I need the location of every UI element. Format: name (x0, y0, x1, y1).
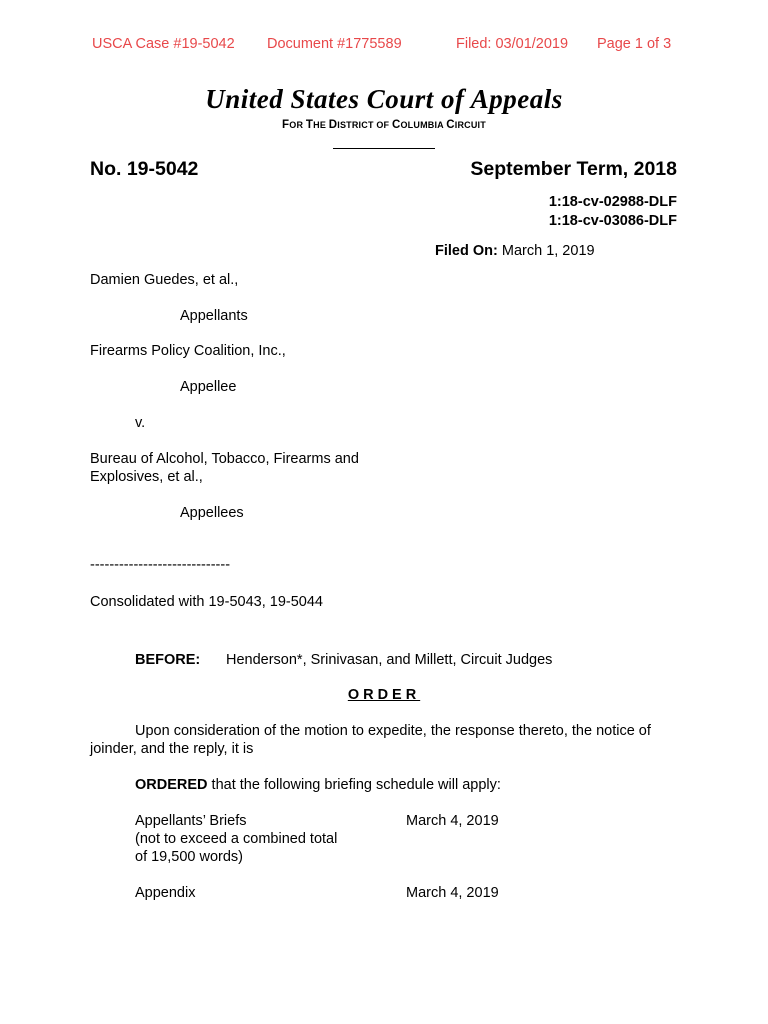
filed-on-label: Filed On: (435, 243, 498, 259)
before-label: BEFORE: (135, 652, 201, 668)
order-title: ORDER (347, 687, 421, 703)
party-appellees-line2: Explosives, et al., (90, 469, 203, 485)
schedule-date-appellants-briefs: March 4, 2019 (406, 813, 499, 829)
schedule-date-appendix: March 4, 2019 (406, 885, 499, 901)
stamp-case-number: USCA Case #19-5042 (92, 36, 235, 52)
lower-court-number-1: 1:18-cv-02988-DLF (548, 194, 677, 210)
party-appellees-role: Appellees (180, 505, 244, 521)
separator-dashes: ----------------------------- (90, 557, 231, 573)
lower-court-number-2: 1:18-cv-03086-DLF (548, 213, 677, 229)
ordered-statement (135, 777, 501, 793)
order-paragraph-line2: joinder, and the reply, it is (90, 741, 254, 757)
schedule-item-appendix: Appendix (135, 885, 196, 901)
case-number: No. 19-5042 (90, 158, 199, 180)
party-appellee: Firearms Policy Coalition, Inc., (90, 343, 286, 359)
judges-panel: Henderson*, Srinivasan, and Millett, Circuit Judges (226, 652, 553, 668)
versus: v. (135, 415, 146, 431)
party-appellees-line1: Bureau of Alcohol, Tobacco, Firearms and (90, 451, 359, 467)
filed-on (435, 243, 595, 259)
court-title: United States Court of Appeals (205, 84, 563, 114)
party-appellants-role: Appellants (180, 308, 248, 324)
party-appellee-role: Appellee (180, 379, 237, 395)
ordered-text: that the following briefing schedule will apply: (207, 777, 501, 793)
order-paragraph-line1: Upon consideration of the motion to expedite, the response thereto, the notice of (135, 723, 651, 739)
schedule-item-appellants-briefs: Appellants’ Briefs (135, 813, 247, 829)
stamp-page-count: Page 1 of 3 (597, 36, 672, 52)
stamp-document-number: Document #1775589 (267, 36, 402, 52)
filed-on-date: March 1, 2019 (501, 243, 595, 259)
heading-divider (333, 148, 435, 149)
ordered-label: ORDERED (135, 777, 208, 793)
consolidated-cases: Consolidated with 19-5043, 19-5044 (90, 594, 323, 610)
party-appellants: Damien Guedes, et al., (90, 272, 239, 288)
schedule-item-note-line1: (not to exceed a combined total (135, 831, 338, 847)
court-term: September Term, 2018 (470, 158, 677, 180)
court-subtitle: FOR THE DISTRICT OF COLUMBIA CIRCUIT (282, 119, 486, 131)
stamp-filed-date: Filed: 03/01/2019 (456, 36, 569, 52)
schedule-item-note-line2: of 19,500 words) (135, 849, 244, 865)
